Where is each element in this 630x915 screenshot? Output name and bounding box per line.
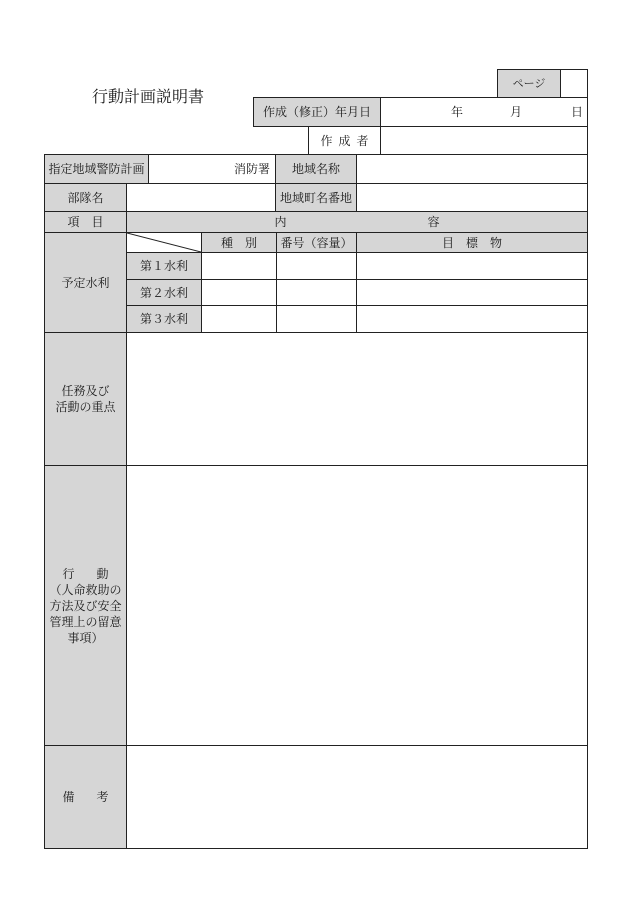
page-number-field — [560, 69, 588, 98]
revision-date-label: 作成（修正）年月日 — [253, 97, 381, 127]
mission-priority-label — [44, 332, 127, 466]
page-number-label: ページ — [497, 69, 561, 98]
author-label-cell — [308, 126, 381, 155]
remarks-field — [126, 745, 588, 849]
action-label-line: 行 動 — [62, 566, 109, 581]
water-type-field — [201, 279, 277, 306]
action-label-line: 方法及び安全 — [49, 598, 122, 613]
mission-priority-field — [126, 332, 588, 466]
water-supply-row-label: 第１水利 — [126, 252, 202, 280]
item-column-header-cell — [44, 211, 127, 233]
water-type-field — [201, 252, 277, 280]
water-type-header-cell — [201, 232, 277, 253]
author-label: 作 成 者 — [320, 133, 369, 148]
content-column-header-cell — [126, 211, 588, 233]
water-number-header: 番号（容量） — [276, 232, 357, 253]
action-label-line: 管理上の留意 — [49, 614, 122, 629]
item-column-header: 項 目 — [67, 215, 104, 229]
water-landmark-field — [356, 252, 588, 280]
water-landmark-header-cell — [356, 232, 588, 253]
diagonal-line — [127, 233, 201, 252]
fire-station-suffix: 消防署 — [233, 162, 270, 176]
action-label-line: 事項） — [67, 630, 104, 645]
unit-name-field — [126, 183, 276, 212]
action-label — [44, 465, 127, 746]
remarks-label: 備 考 — [62, 790, 109, 804]
water-supply-row-label: 第２水利 — [126, 279, 202, 306]
water-type-header: 種 別 — [221, 235, 257, 250]
water-landmark-header: 目 標 物 — [442, 235, 502, 250]
area-name-field — [356, 154, 588, 184]
water-landmark-field — [356, 305, 588, 333]
content-column-header: 内 容 — [274, 215, 440, 229]
mission-priority-label-line: 任務及び — [61, 384, 110, 398]
author-field — [380, 126, 588, 155]
water-type-field — [201, 305, 277, 333]
revision-date-field — [380, 97, 588, 127]
mission-priority-label-text — [55, 383, 115, 415]
area-address-field — [356, 183, 588, 212]
day-unit: 日 — [571, 105, 584, 119]
area-name-label: 地域名称 — [275, 154, 357, 184]
water-number-field — [276, 252, 357, 280]
water-number-field — [276, 279, 357, 306]
month-unit: 月 — [510, 105, 523, 119]
action-label-line: （人命救助の — [49, 582, 122, 597]
document-title: 行動計画説明書 — [92, 89, 205, 106]
planned-water-supply-label: 予定水利 — [44, 232, 127, 333]
unit-name-label: 部隊名 — [44, 183, 127, 212]
water-landmark-field — [356, 279, 588, 306]
water-supply-row-label: 第３水利 — [126, 305, 202, 333]
year-unit: 年 — [451, 105, 464, 119]
water-number-field — [276, 305, 357, 333]
action-field — [126, 465, 588, 746]
diagonal-header-cell — [126, 232, 202, 253]
area-address-label: 地域町名番地 — [275, 183, 357, 212]
action-label-text — [49, 566, 121, 646]
remarks-label-cell — [44, 745, 127, 849]
district-plan-field — [148, 154, 276, 184]
district-plan-label: 指定地域警防計画 — [44, 154, 149, 184]
mission-priority-label-line: 活動の重点 — [55, 400, 116, 414]
